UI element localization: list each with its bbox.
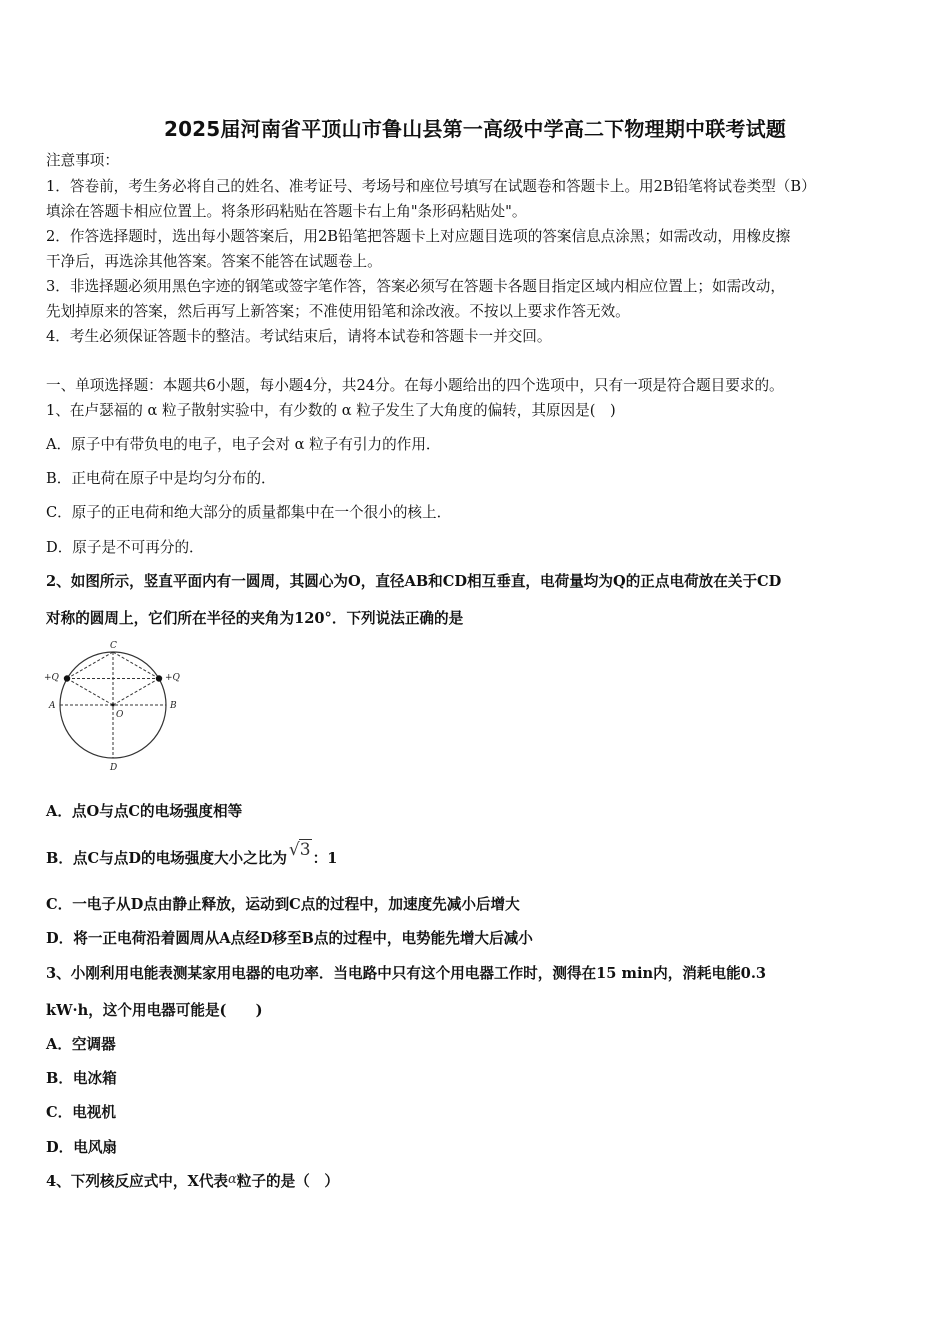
q2-option-b-text: B．点C与点D的电场强度大小之比为	[46, 850, 287, 867]
q3-option-d: D．电风扇	[46, 1139, 118, 1156]
label-b: B	[170, 701, 177, 711]
q2-option-b	[46, 840, 338, 869]
label-d: D	[110, 763, 118, 773]
q3-option-c: C．电视机	[46, 1104, 116, 1121]
notice-item-1-line-2: 填涂在答题卡相应位置上。将条形码粘贴在答题卡右上角"条形码粘贴处"。	[46, 203, 527, 220]
q1-option-b: B．正电荷在原子中是均匀分布的．	[46, 470, 276, 487]
notice-item-2-line-2: 干净后，再选涂其他答案。答案不能答在试题卷上。	[46, 253, 382, 270]
notice-item-2-line-1: 2．作答选择题时，选出每小题答案后，用2B铅笔把答题卡上对应题目选项的答案信息点涂黑；如需改动，用橡皮擦	[46, 228, 791, 245]
q1-option-c: C．原子的正电荷和绝大部分的质量都集中在一个很小的核上．	[46, 504, 452, 521]
left-charge-dot	[64, 675, 70, 681]
q4-stem-end: 粒子的是（ ）	[236, 1173, 339, 1190]
label-a: A	[49, 701, 56, 711]
q1-stem: 1、在卢瑟福的 α 粒子散射实验中，有少数的 α 粒子发生了大角度的偏转，其原因是( )	[46, 402, 616, 419]
notice-heading: 注意事项：	[46, 152, 119, 169]
notice-item-3-line-2: 先划掉原来的答案，然后再写上新答案；不准使用铅笔和涂改液。不按以上要求作答无效。	[46, 303, 630, 320]
q3-option-a: A．空调器	[46, 1036, 116, 1053]
line-right-charge-to-c	[113, 652, 159, 679]
q1-option-a: A．原子中有带负电的电子，电子会对 α 粒子有引力的作用．	[46, 436, 441, 453]
alpha-symbol: α	[228, 1172, 237, 1187]
section-heading: 一、单项选择题：本题共6小题，每小题4分，共24分。在每小题给出的四个选项中，只有一项是符合题目要求的。	[46, 377, 784, 394]
q4-stem	[46, 1172, 339, 1193]
radius-to-left-charge	[67, 679, 113, 706]
q2-circle-figure	[40, 636, 190, 776]
center-dot	[111, 703, 114, 706]
q2-option-a: A．点O与点C的电场强度相等	[46, 803, 243, 820]
notice-item-3-line-1: 3．非选择题必须用黑色字迹的钢笔或签字笔作答，答案必须写在答题卡各题目指定区域内相应位置上；如需改动，	[46, 278, 785, 295]
label-left-charge: +Q	[44, 673, 59, 683]
q2-option-d: D．将一正电荷沿着圆周从A点经D移至B点的过程中，电势能先增大后减小	[46, 930, 533, 947]
exam-title: 2025届河南省平顶山市鲁山县第一高级中学高二下物理期中联考试题	[163, 117, 787, 141]
q3-option-b: B．电冰箱	[46, 1070, 117, 1087]
q2-option-b-ratio: ：1	[312, 850, 338, 867]
notice-item-1-line-1: 1．答卷前，考生务必将自己的姓名、准考证号、考场号和座位号填写在试题卷和答题卡上。用2B铅笔将试卷类型（B）	[46, 178, 816, 195]
radius-to-right-charge	[113, 679, 159, 706]
q2-stem-line-2: 对称的圆周上，它们所在半径的夹角为120°．下列说法正确的是	[46, 610, 464, 627]
label-c: C	[110, 641, 117, 651]
sqrt-radicand: 3	[299, 840, 311, 860]
sqrt-symbol: √ 3	[288, 840, 311, 860]
label-o: O	[116, 710, 124, 720]
q3-stem-line-1: 3、小刚利用电能表测某家用电器的电功率．当电路中只有这个用电器工作时，测得在15 min内，消耗电能0.3	[46, 965, 767, 982]
q1-option-d: D．原子是不可再分的．	[46, 539, 204, 556]
q2-option-c: C．一电子从D点由静止释放，运动到C点的过程中，加速度先减小后增大	[46, 896, 520, 913]
line-left-charge-to-c	[67, 652, 113, 679]
notice-item-4: 4．考生必须保证答题卡的整洁。考试结束后，请将本试卷和答题卡一并交回。	[46, 328, 552, 345]
q2-stem-line-1: 2、如图所示，竖直平面内有一圆周，其圆心为O，直径AB和CD相互垂直，电荷量均为Q的正点电荷放在关于CD	[46, 573, 782, 590]
q4-stem-text: 4、下列核反应式中，X代表	[46, 1173, 229, 1190]
q3-stem-line-2: kW·h，这个用电器可能是( )	[46, 1002, 263, 1019]
right-charge-dot	[156, 675, 162, 681]
label-right-charge: +Q	[165, 673, 180, 683]
